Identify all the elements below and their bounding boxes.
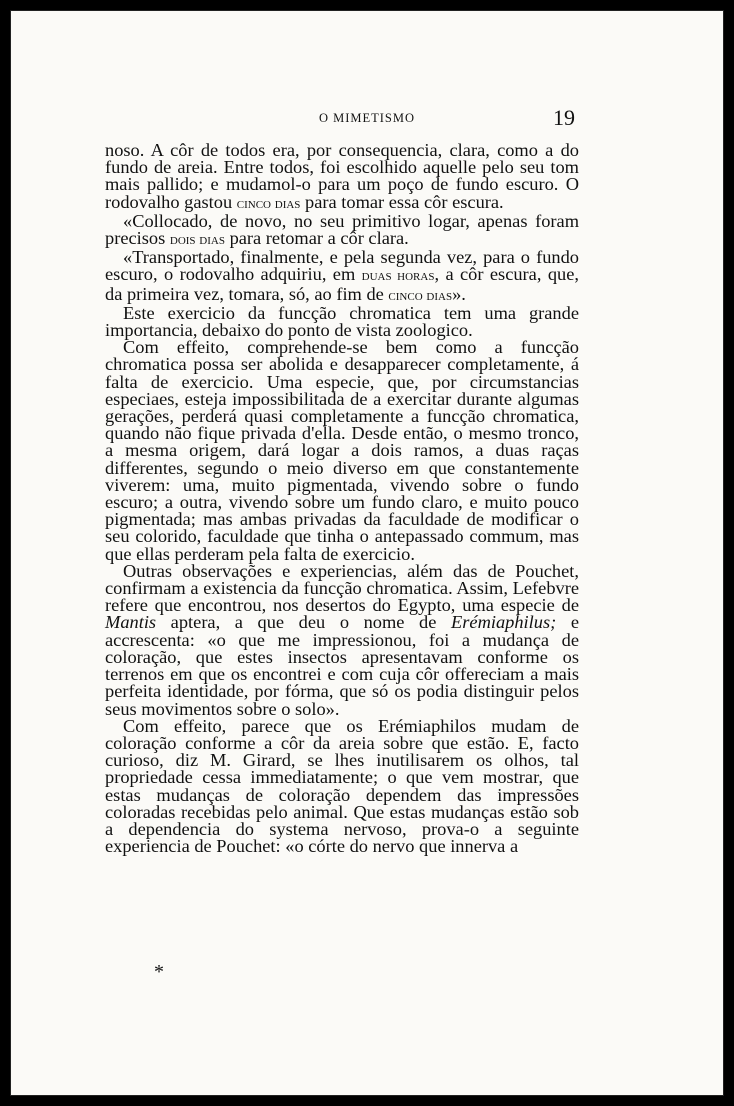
text-segment: aptera, a que deu o nome de [156, 612, 452, 633]
running-title: O MIMETISMO [318, 111, 416, 125]
paragraph [105, 715, 579, 857]
paragraph [105, 249, 579, 305]
small-caps-text: cinco dias [388, 287, 453, 304]
small-caps-text: cinco dias [236, 195, 301, 212]
text-segment: ». [452, 283, 466, 304]
paragraph [105, 339, 579, 563]
book-page [10, 10, 724, 1096]
paragraph [105, 560, 580, 719]
text-segment: para tomar essa côr escura. [300, 191, 504, 212]
small-caps-text: dois dias [169, 232, 225, 249]
text-segment: Este exercicio da funcção chromatica tem uma grande importancia, debaixo do ponto de vista zoologico. [105, 302, 579, 341]
text-segment: , a côr escura, que, da primeira vez, tomara, só, ao fim de [105, 264, 579, 304]
paragraph [105, 210, 579, 249]
text-segment: Com effeito, parece que os Erémiaphilos mudam de coloração conforme a côr da areia sobre que estão. E, facto curioso, diz M. Girard, se lhes inutilisarem os olhos, tal propriedade cessa immediatamente; o que vem mostrar, que estas mudanças de coloração dependem das impressões coloradas recebidas pelo animal. Que estas mudanças estão sob a dependencia do systema nervoso, prova-o a seguinte experiencia de Pouchet: «o córte do nervo que innerva a [105, 715, 579, 857]
paragraph [105, 142, 579, 213]
text-segment: para retomar a côr clara. [224, 228, 409, 249]
text-segment: Outras observações e experiencias, além das de Pouchet, confirmam a existencia da funcção chromatica. Assim, Lefebvre refere que encontrou, nos desertos do Egypto, uma especie de [105, 560, 579, 616]
small-caps-text: duas horas [361, 268, 435, 285]
text-segment: «Transportado, finalmente, e pela segunda vez, para o fundo escuro, o rodovalho adquiriu, em [105, 247, 579, 285]
page-header [11, 107, 723, 131]
italic-text: Erémiaphilus; [451, 612, 557, 633]
text-segment: noso. A côr de todos era, por consequencia, clara, como a do fundo de areia. Entre todos, foi escolhido aquelle pelo seu tom mais pallido; e mudamol-o para um poço de fundo escuro. O rodovalho gastou [105, 140, 579, 212]
body-text [105, 142, 579, 855]
paragraph [105, 302, 579, 341]
text-segment: «Collocado, de novo, no seu primitivo logar, apenas foram precisos [105, 210, 579, 249]
italic-text: Mantis [105, 612, 157, 633]
signature-mark: * [154, 961, 164, 983]
page-number: 19 [553, 105, 575, 130]
text-segment: e accrescenta: «o que me impressionou, foi a mudança de coloração, que estes insectos apresentavam conforme os terrenos em que os encontrei e com cuja côr offereciam a mais perfeita identidade, por fórma, que só os podia distinguir pelos seus movimentos sobre o solo». [105, 612, 580, 719]
text-segment: Com effeito, comprehende-se bem como a funcção chromatica possa ser abolida e desapparecer completamente, á falta de exercicio. Uma especie, que, por circumstancias especiaes, esteja impossibilitada de a exercitar durante algumas gerações, perderá quasi completamente a funcção chromatica, quando não fique privada d'ella. Desde então, o mesmo tronco, a mesma origem, dará logar a dois ramos, a duas raças differentes, segundo o meio diverso em que constantemente viverem: uma, muito pigmentada, vivendo sobre o fundo escuro; a outra, vivendo sobre um fundo claro, e muito pouco pigmentada; mas ambas privadas da faculdade de modificar o seu colorido, faculdade que tinha o antepassado commum, mas que ellas perderam pela falta de exercicio. [105, 337, 579, 564]
